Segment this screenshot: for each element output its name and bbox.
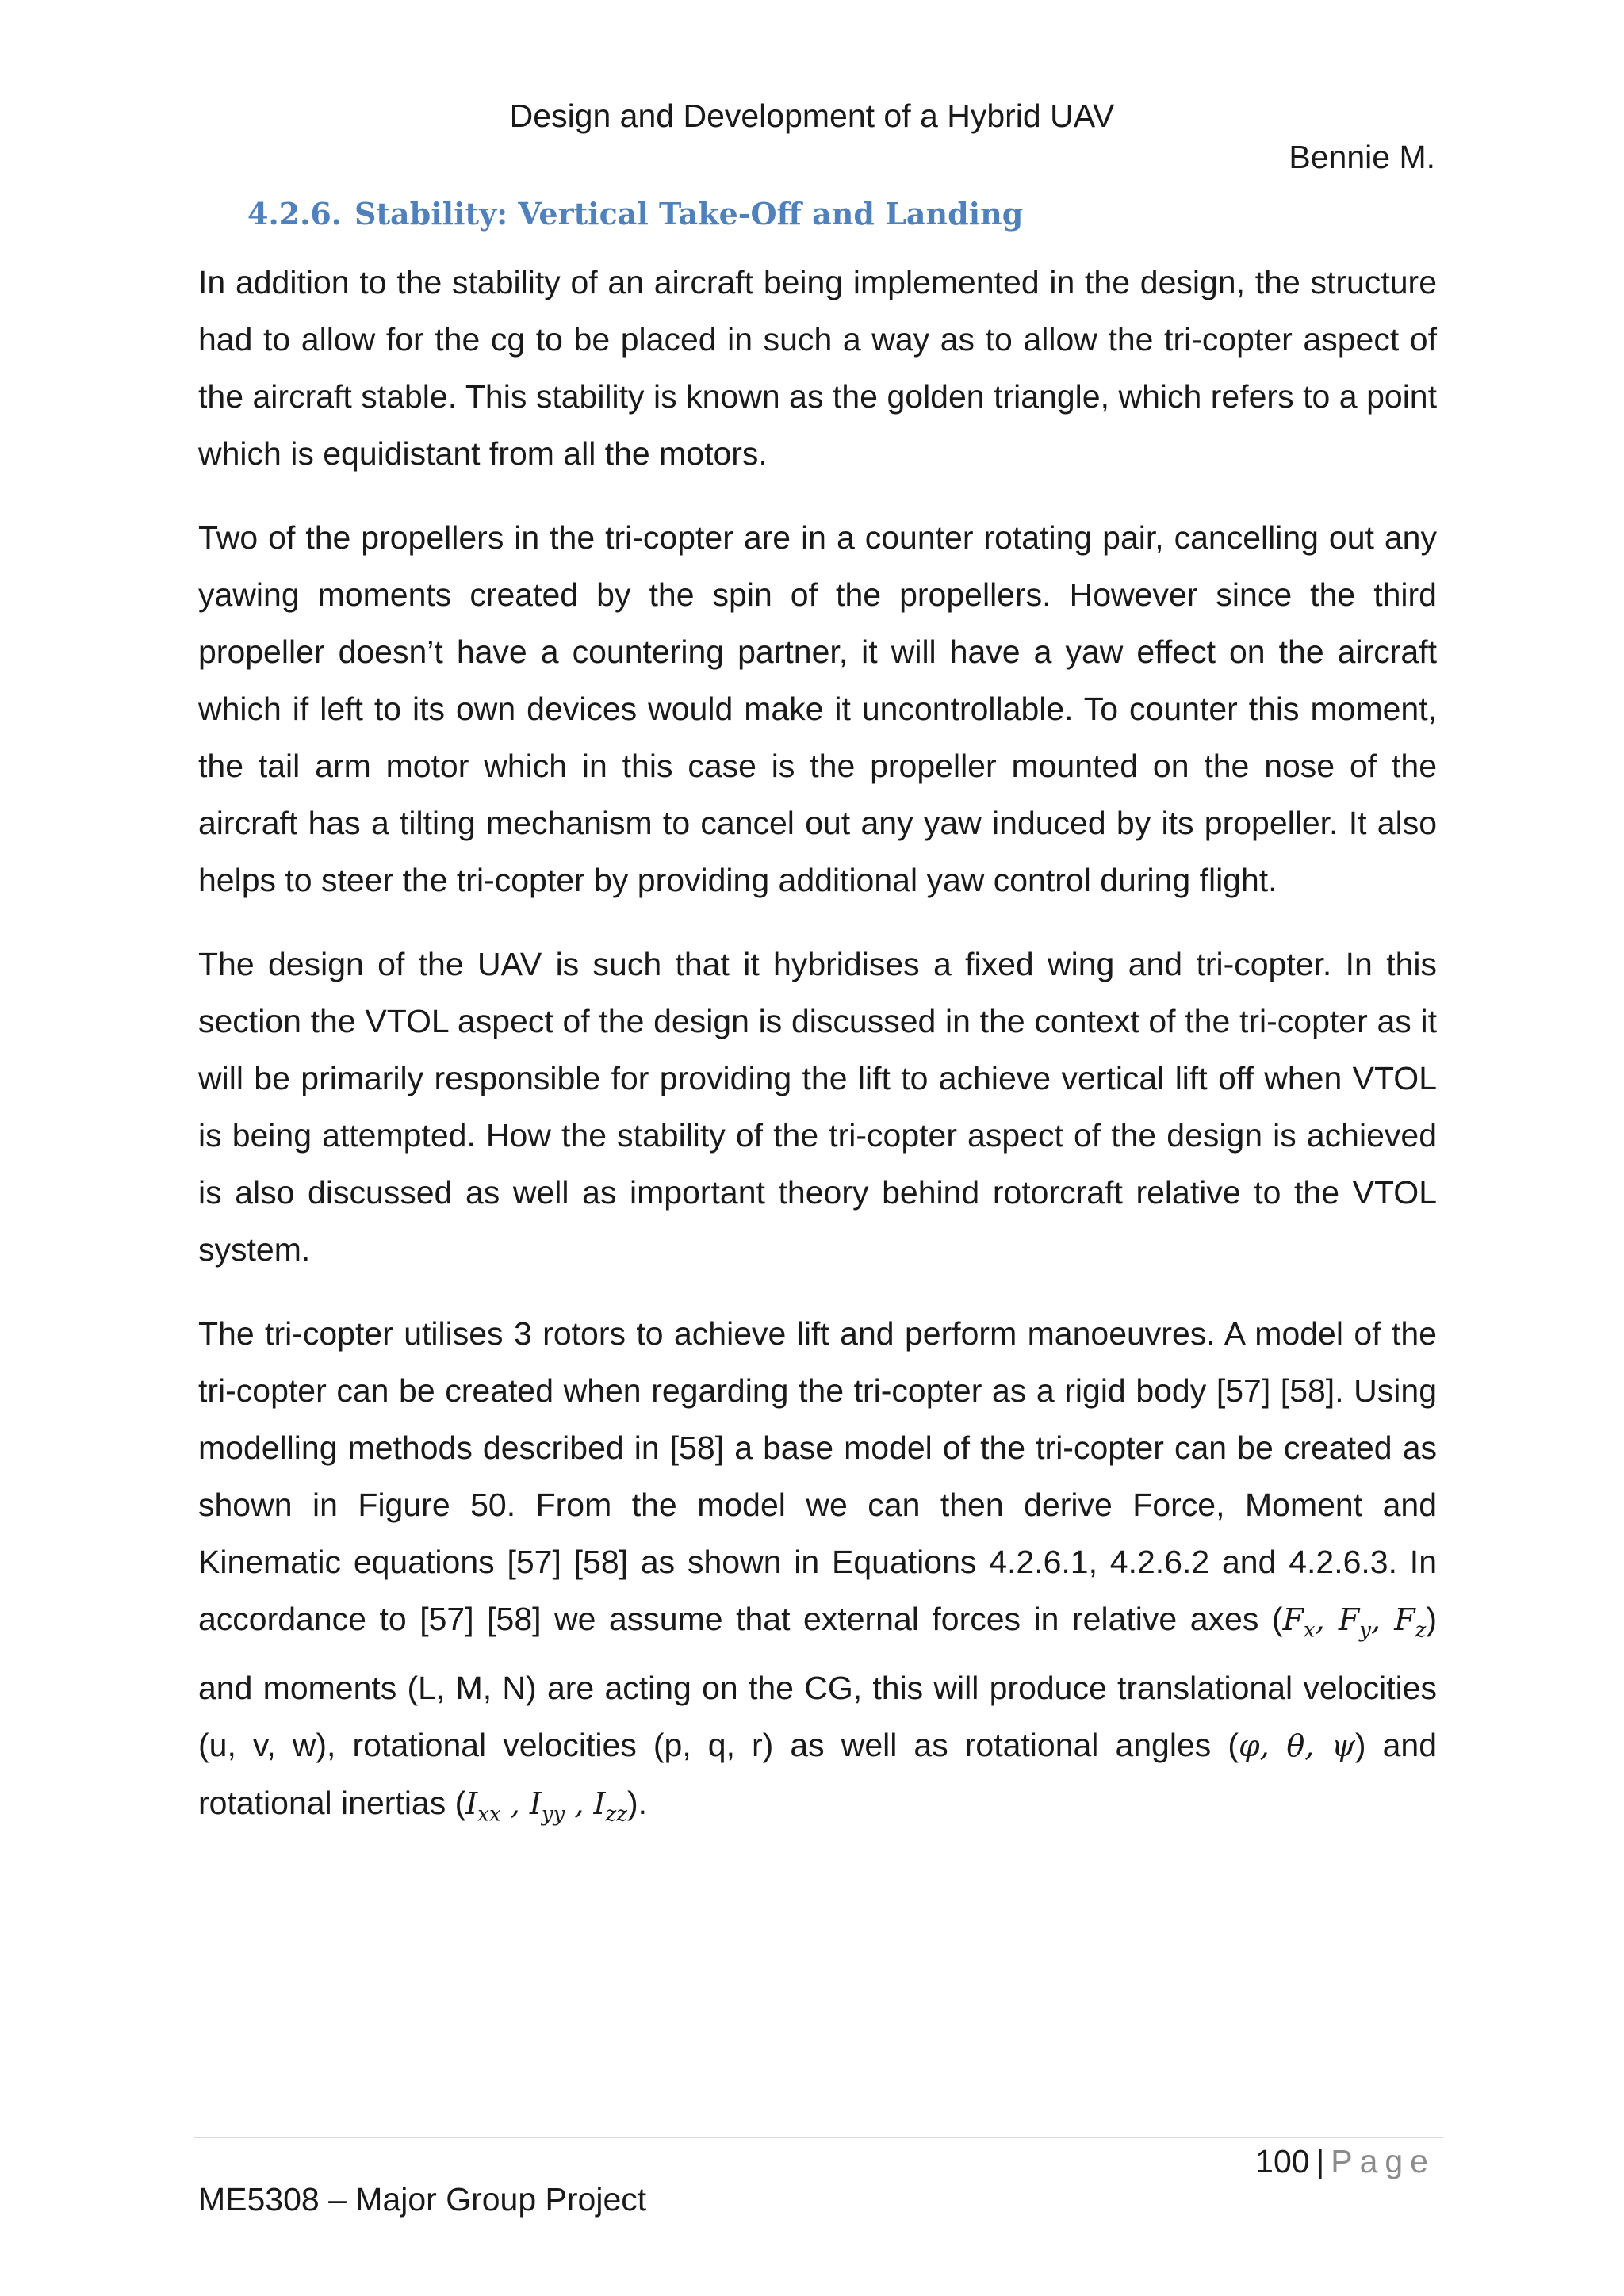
angle-symbols: φ, θ, ψ — [1238, 1728, 1355, 1763]
inertia-subscript: xx — [477, 1802, 501, 1827]
text-segment: ). — [626, 1784, 647, 1821]
section-heading — [247, 193, 1023, 235]
force-symbols: $F_x$, $F_y$, $F_z$ — [1282, 1602, 1427, 1643]
text-segment: ) and rotational inertias ( — [198, 1726, 1437, 1821]
force-symbol: F — [1338, 1602, 1360, 1637]
inertia-symbol: I — [465, 1785, 478, 1821]
body-text — [198, 254, 1437, 1869]
force-subscript: y — [1359, 1618, 1371, 1643]
paragraph-vtol-overview: The design of the UAV is such that it hybridises a fixed wing and tri-copter. In this section the VTOL aspect of the design is discussed in the context of the tri-copter as it will be primarily responsible for providing the lift to achieve vertical lift off when VTOL is being attempted. How the stability of the tri-copter aspect of the design is achieved is also discussed as well as important theory behind rotorcraft relative to the VTOL system. — [198, 946, 1437, 1268]
document-title: Design and Development of a Hybrid UAV — [509, 98, 1115, 134]
section-title: Stability: Vertical Take-Off and Landing — [354, 196, 1024, 232]
footer-divider — [194, 2137, 1443, 2138]
paragraph-tricopter-model — [198, 1305, 1437, 1843]
document-author: Bennie M. — [1289, 139, 1435, 175]
force-symbol: F — [1282, 1602, 1304, 1637]
text-segment: ) and moments (L, M, N) are acting on the CG, this will produce translational velocities (u, v, w), rotational velocities (p, q, r) as well as rotational angles ( — [198, 1601, 1437, 1763]
force-subscript: z — [1415, 1618, 1427, 1643]
force-symbol: F — [1394, 1602, 1415, 1637]
section-number: 4.2.6. — [247, 196, 343, 232]
paragraph-golden-triangle: In addition to the stability of an aircraft being implemented in the design, the structure had to allow for the cg to be placed in such a way as to allow the tri-copter aspect of the aircraft stable. This stability is known as the golden triangle, which refers to a point which is equidistant from all the motors. — [198, 264, 1437, 472]
project-name: ME5308 – Major Group Project — [198, 2181, 647, 2218]
inertia-symbol: I — [593, 1785, 606, 1821]
paragraph-yaw-counter: Two of the propellers in the tri-copter are in a counter rotating pair, cancelling out any yawing moments created by the spin of the propellers. However since the third propeller doesn’t have a countering partner, it will have a yaw effect on the aircraft which if left to its own devices would make it uncontrollable. To counter this moment, the tail arm motor which in this case is the propeller mounted on the nose of the aircraft has a tilting mechanism to cancel out any yaw induced by its propeller. It also helps to steer the tri-copter by providing additional yaw control during flight. — [198, 519, 1437, 898]
page-number-separator: | — [1316, 2143, 1325, 2179]
inertia-subscript: zz — [605, 1802, 627, 1827]
inertia-subscript: yy — [541, 1802, 565, 1827]
text-segment: The tri-copter utilises 3 rotors to achieve lift and perform manoeuvres. A model of the tri-copter can be created when regarding the tri-copter as a rigid body [57] [58]. Using modelling methods described in [58] a base model of the tri-copter can be created as shown in Figure 50. From the model we can then derive Force, Moment and Kinematic equations [57] [58] as shown in Equations 4.2.6.1, 4.2.6.2 and 4.2.6.3. In accordance to [57] [58] we assume that external forces in relative axes ( — [198, 1315, 1437, 1637]
force-subscript: x — [1303, 1618, 1316, 1643]
inertia-symbol: I — [529, 1785, 542, 1821]
page-label: Page — [1331, 2143, 1435, 2179]
page-number — [1255, 2141, 1435, 2182]
page-number-value: 100 — [1255, 2143, 1310, 2179]
inertia-symbols: $I_{xx}$ , $I_{yy}$ , $I_{zz}$ — [465, 1785, 627, 1827]
